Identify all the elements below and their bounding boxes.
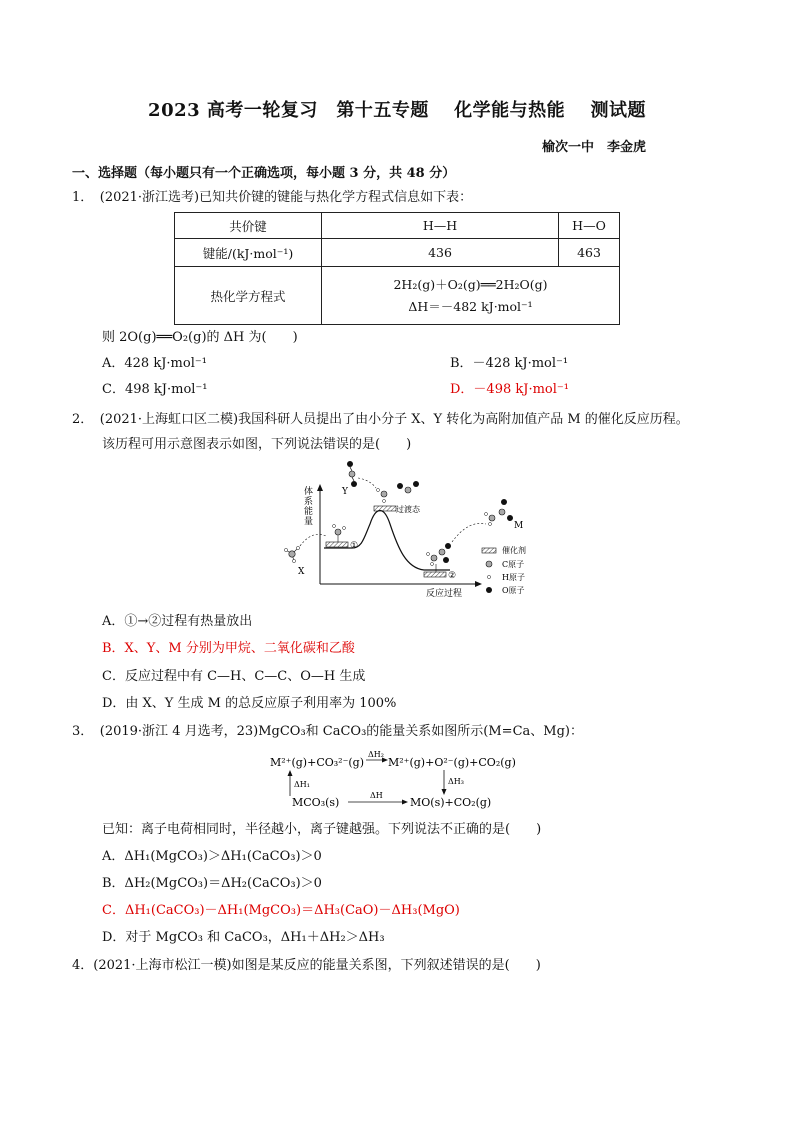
section-heading: 一、选择题（每小题只有一个正确选项，每小题 3 分，共 48 分） — [72, 166, 456, 181]
q3-option-a: A．ΔH₁(MgCO₃)＞ΔH₁(CaCO₃)＞0 — [102, 849, 322, 864]
q3-option-b: B．ΔH₂(MgCO₃)＝ΔH₂(CaCO₃)＞0 — [102, 876, 322, 891]
label-dh: ΔH — [370, 791, 383, 800]
q1-table — [174, 212, 620, 325]
energy-curve — [324, 511, 450, 571]
q2-stem-line1: 2． (2021·上海虹口区二模)我国科研人员提出了由小分子 X、Y 转化为高附加值产品 M 的催化反应历程。 — [72, 412, 689, 427]
q4-stem: 4．(2021·上海市松江一模)如图是某反应的能量关系图，下列叙述错误的是( ) — [72, 958, 541, 973]
q1-row-eq-label: 热化学方程式 — [175, 267, 322, 325]
transition-state-molecules — [377, 481, 420, 503]
q1-th-bond: 共价键 — [175, 213, 322, 239]
q1-option-c: C．498 kJ·mol⁻¹ — [102, 382, 208, 397]
legend-catalyst: 催化剂 — [502, 546, 526, 555]
label-dh1: ΔH₁ — [294, 780, 310, 789]
q2-option-a: A．①→②过程有热量放出 — [102, 614, 253, 629]
q1-th-hh: H—H — [322, 213, 559, 239]
arrow-x — [300, 534, 326, 546]
q2-option-d: D．由 X、Y 生成 M 的总反应原子利用率为 100% — [102, 696, 397, 711]
catalyst-pad-2 — [424, 572, 446, 577]
mark-2: ② — [448, 571, 457, 581]
x-label: 反应过程 — [426, 589, 463, 599]
mark-1: ① — [350, 541, 359, 551]
molecule-x — [284, 546, 299, 562]
legend-c-swatch — [486, 561, 492, 567]
cycle-top-left: M²⁺(g)+CO₃²⁻(g) — [270, 756, 365, 769]
q1-eq-cell — [322, 267, 620, 325]
legend-catalyst-swatch — [482, 548, 496, 553]
label-m: M — [514, 521, 524, 531]
y-label-3: 能 — [304, 507, 314, 517]
arrow-dh-head — [402, 800, 408, 805]
catalyst-pad-ts — [374, 506, 396, 511]
arrow-m — [452, 523, 486, 542]
y-label-4: 量 — [304, 517, 314, 527]
q1-th-ho: H—O — [559, 213, 620, 239]
arrow-dh3-head — [442, 789, 447, 795]
label-x: X — [298, 567, 305, 577]
y-label-2: 系 — [304, 497, 314, 507]
q1-row-energy-label: 键能/(kJ·mol⁻¹) — [175, 239, 322, 267]
y-axis-arrow — [317, 484, 323, 491]
molecule-m — [485, 499, 514, 526]
q2-option-b: B．X、Y、M 分别为甲烷、二氧化碳和乙酸 — [102, 641, 355, 656]
q1-option-b: B．－428 kJ·mol⁻¹ — [450, 356, 569, 371]
q3-stem: 3． (2019·浙江 4 月选考，23)MgCO₃和 CaCO₃的能量关系如图所示(M=Ca、Mg)： — [72, 724, 583, 739]
q2-energy-diagram — [278, 458, 544, 604]
cycle-bot-left: MCO₃(s) — [292, 796, 340, 809]
legend-h: H原子 — [502, 573, 525, 582]
q1-hh-energy: 436 — [322, 239, 559, 267]
q3-option-c: C．ΔH₁(CaCO₃)－ΔH₁(MgCO₃)＝ΔH₃(CaO)－ΔH₃(MgO) — [102, 903, 460, 918]
q1-option-d: D．－498 kJ·mol⁻¹ — [450, 382, 569, 397]
molecule-y — [347, 461, 357, 487]
q3-known: 已知：离子电荷相同时，半径越小，离子键越强。下列说法不正确的是( ) — [102, 822, 542, 837]
label-dh2: ΔH₂ — [368, 750, 384, 759]
legend-o: O原子 — [502, 586, 525, 595]
page-title: 2023 高考一轮复习 第十五专题 化学能与热能 测试题 — [148, 100, 646, 121]
q3-energy-cycle — [266, 748, 536, 812]
q1-stem: 1． (2021·浙江选考)已知共价键的键能与热化学方程式信息如下表： — [72, 190, 473, 205]
arrow-y — [358, 478, 376, 488]
arrow-dh1-head — [288, 770, 293, 776]
adsorbed-molecule-2 — [427, 543, 452, 572]
q2-stem-line2: 该历程可用示意图表示如图，下列说法错误的是( ) — [102, 437, 412, 452]
cycle-bot-right: MO(s)+CO₂(g) — [410, 796, 492, 809]
q1-equation: 2H₂(g)＋O₂(g)══2H₂O(g) — [393, 276, 548, 292]
transition-state-label: 过渡态 — [396, 505, 420, 514]
label-y: Y — [342, 487, 348, 497]
legend-o-swatch — [486, 587, 492, 593]
y-label-1: 体 — [304, 487, 314, 497]
cycle-top-right: M²⁺(g)+O²⁻(g)+CO₂(g) — [388, 756, 516, 769]
legend-h-swatch — [487, 575, 490, 578]
q1-question: 则 2O(g)══O₂(g)的 ΔH 为( ) — [102, 330, 298, 345]
label-dh3: ΔH₃ — [448, 777, 464, 786]
adsorbed-molecule-1 — [333, 525, 346, 543]
q1-ho-energy: 463 — [559, 239, 620, 267]
x-axis-arrow — [475, 581, 482, 587]
q1-delta-h: ΔH＝－482 kJ·mol⁻¹ — [408, 298, 533, 314]
q2-option-c: C．反应过程中有 C—H、C—C、O—H 生成 — [102, 669, 366, 684]
q1-option-a: A．428 kJ·mol⁻¹ — [102, 356, 207, 371]
catalyst-pad-1 — [326, 542, 348, 547]
author: 榆次一中 李金虎 — [541, 140, 646, 155]
q3-option-d: D．对于 MgCO₃ 和 CaCO₃，ΔH₁＋ΔH₂＞ΔH₃ — [102, 930, 385, 945]
legend-c: C原子 — [502, 560, 525, 569]
